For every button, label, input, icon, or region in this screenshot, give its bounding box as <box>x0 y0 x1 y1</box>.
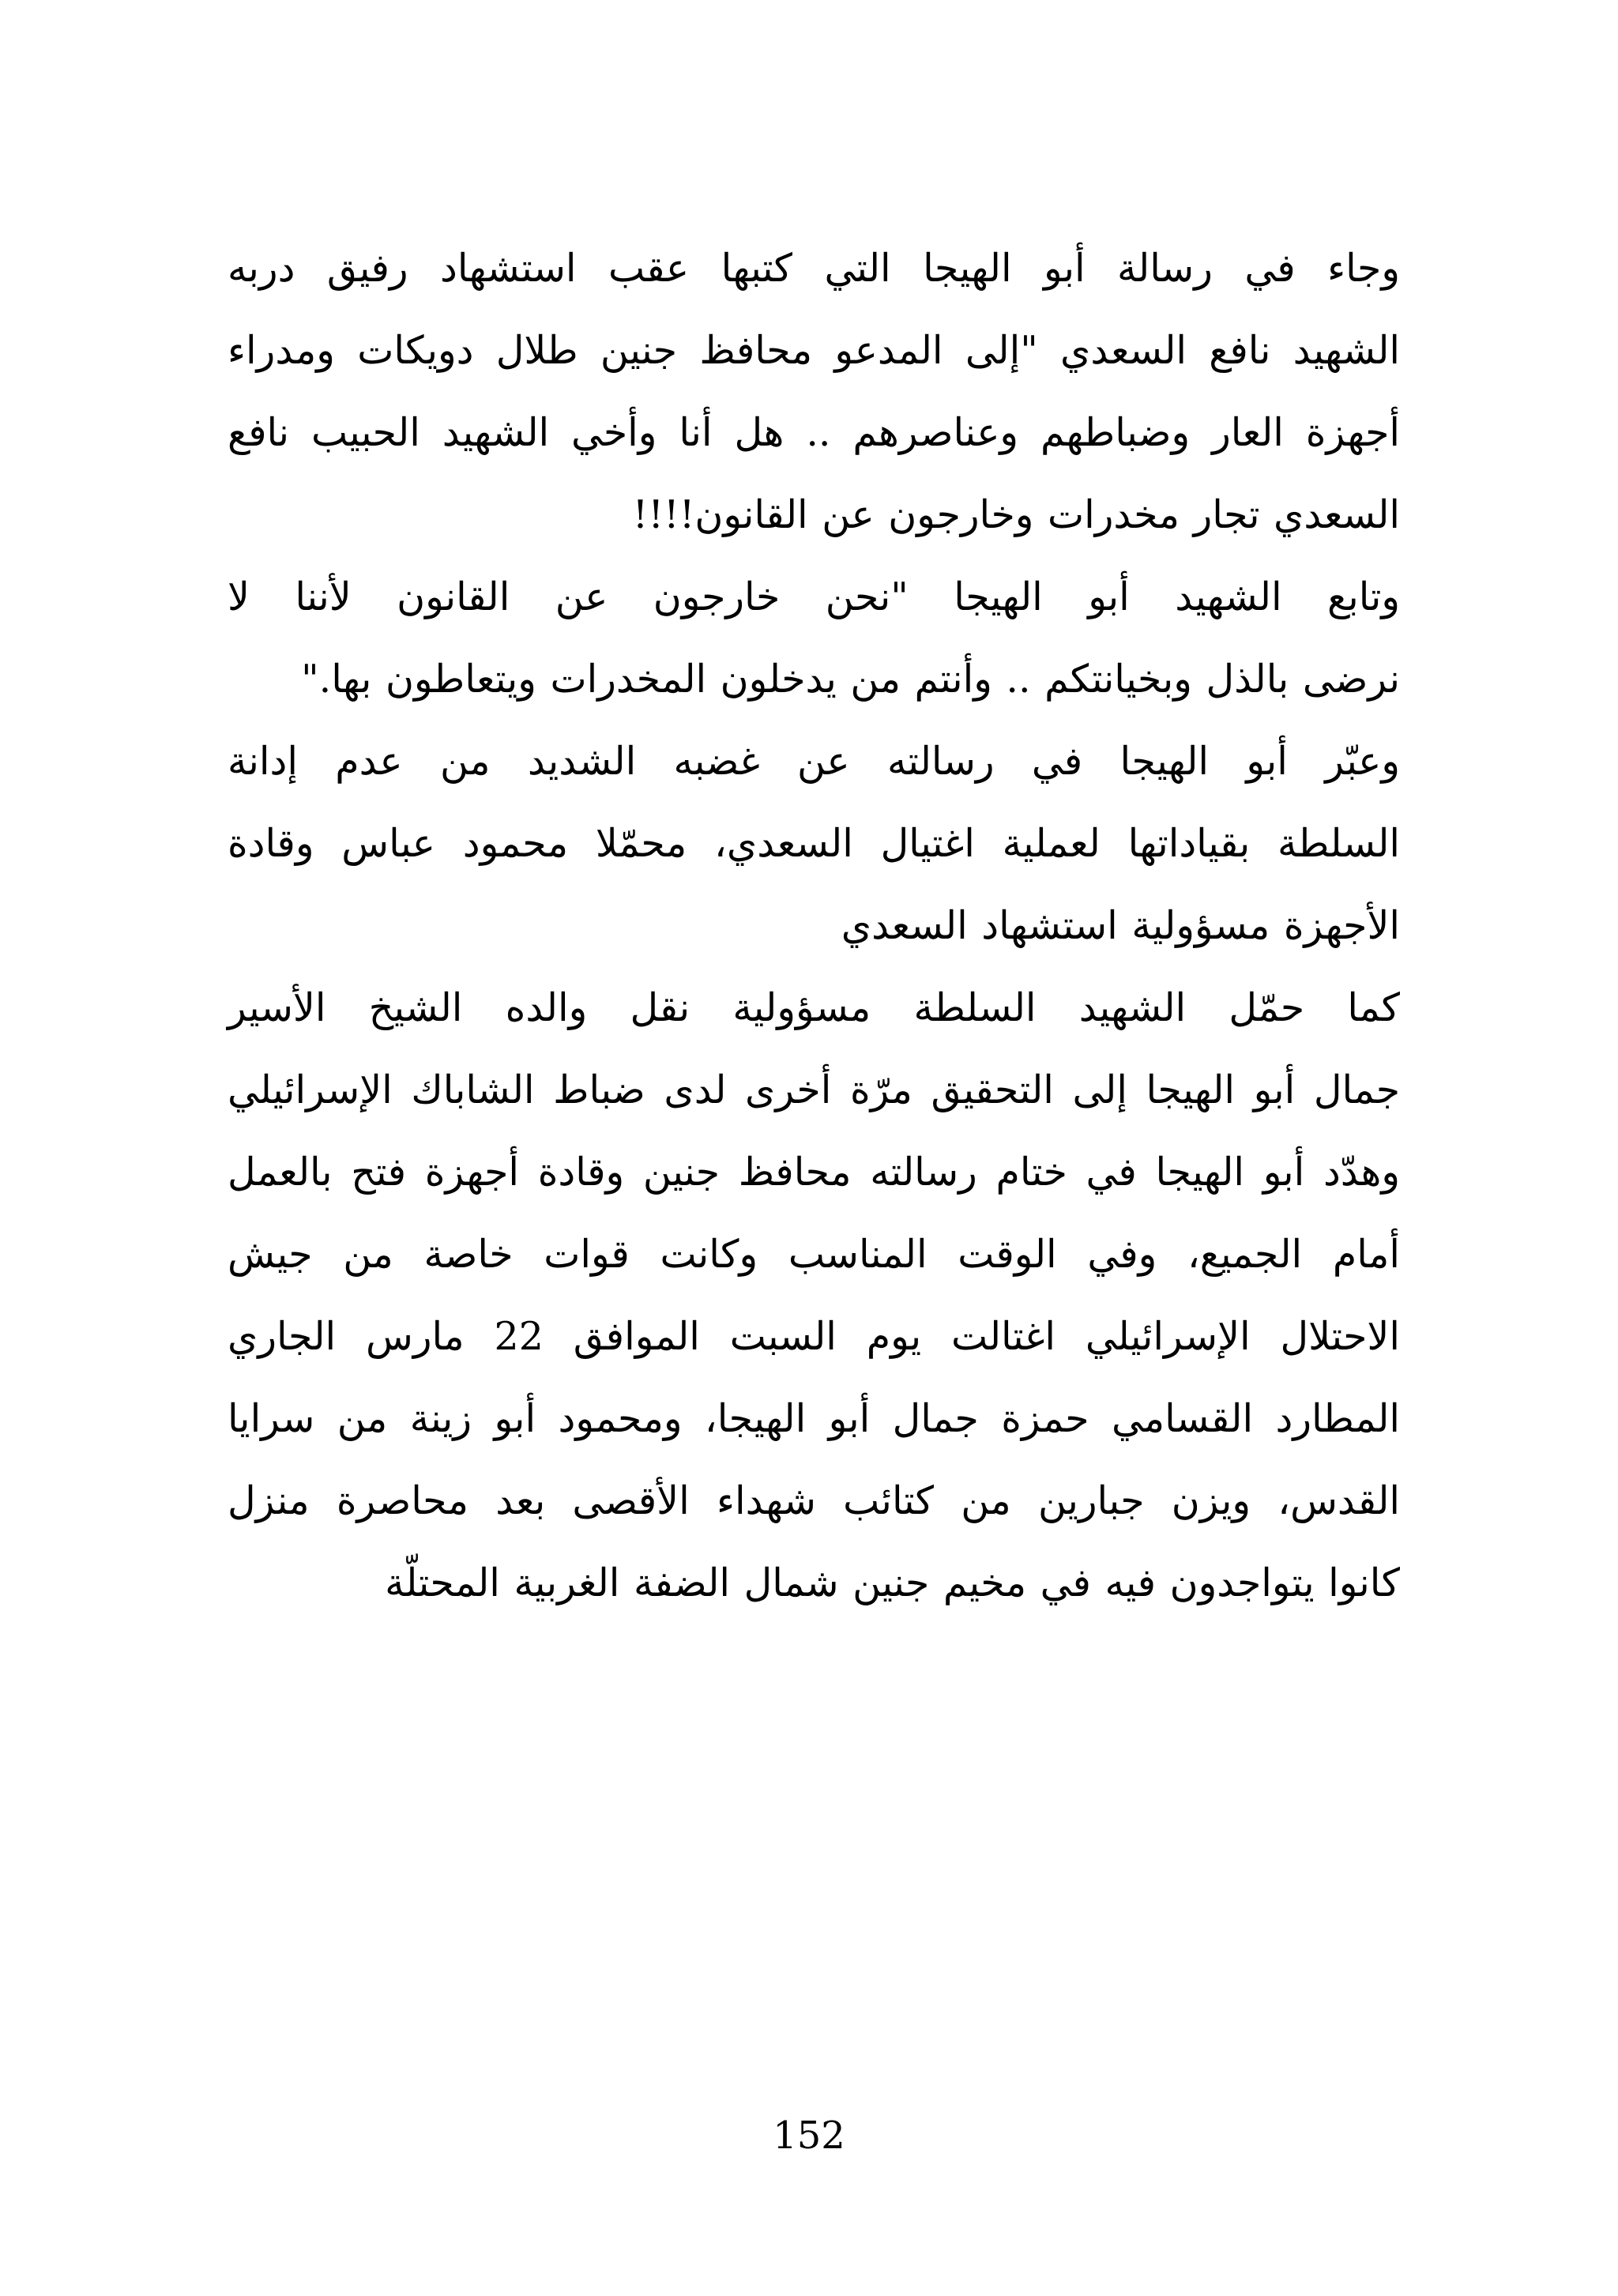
text-line: الأجهزة مسؤولية استشهاد السعدي <box>841 903 1400 948</box>
text-line: نرضى بالذل وبخيانتكم .. وأنتم من يدخلون المخدرات ويتعاطون بها." <box>301 657 1400 702</box>
text-line: أجهزة العار وضباطهم وعناصرهم .. هل أنا وأخي الشهيد الحبيب نافع <box>228 410 1400 455</box>
text-line: الاحتلال الإسرائيلي اغتالت يوم السبت الموافق 22 مارس الجاري <box>228 1314 1400 1359</box>
text-line: كانوا يتواجدون فيه في مخيم جنين شمال الضفة الغربية المحتلّة <box>385 1560 1400 1605</box>
text-line: وهدّد أبو الهيجا في ختام رسالته محافظ جنين وقادة أجهزة فتح بالعمل <box>228 1150 1400 1195</box>
text-line: وتابع الشهيد أبو الهيجا "نحن خارجون عن القانون لأننا لا <box>228 574 1400 619</box>
text-line: وعبّر أبو الهيجا في رسالته عن غضبه الشديد من عدم إدانة <box>228 739 1400 784</box>
text-line: المطارد القسامي حمزة جمال أبو الهيجا، ومحمود أبو زينة من سرايا <box>228 1396 1400 1441</box>
text-line: الشهيد نافع السعدي "إلى المدعو محافظ جنين طلال دويكات ومدراء <box>228 328 1400 373</box>
text-line: جمال أبو الهيجا إلى التحقيق مرّة أخرى لدى ضباط الشاباك الإسرائيلي <box>228 1067 1400 1112</box>
text-line: أمام الجميع، وفي الوقت المناسب وكانت قوات خاصة من جيش <box>228 1232 1400 1277</box>
text-line: السلطة بقياداتها لعملية اغتيال السعدي، محمّلا محمود عباس وقادة <box>228 821 1400 866</box>
text-line: القدس، ويزن جبارين من كتائب شهداء الأقصى بعد محاصرة منزل <box>228 1478 1400 1523</box>
text-line: السعدي تجار مخدرات وخارجون عن القانون!!!! <box>632 492 1400 537</box>
page-number: 152 <box>773 2113 845 2158</box>
body-text <box>228 228 1400 1624</box>
text-line: كما حمّل الشهيد السلطة مسؤولية نقل والده الشيخ الأسير <box>228 985 1400 1030</box>
text-line: وجاء في رسالة أبو الهيجا التي كتبها عقب استشهاد رفيق دربه <box>228 246 1400 291</box>
